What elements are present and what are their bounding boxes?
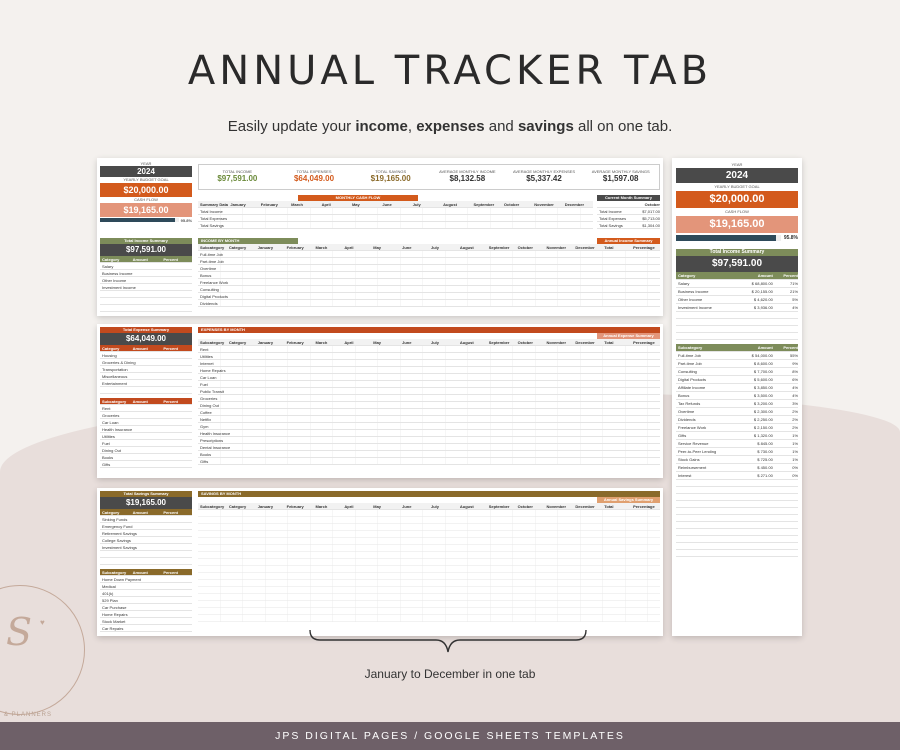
brace-caption: January to December in one tab [364, 667, 536, 681]
page-title: ANNUAL TRACKER TAB [187, 48, 713, 94]
right-cash-flow-progress [676, 235, 781, 241]
savings-sheet [97, 488, 663, 636]
subcategories-row: Tax Refunds $ 3,200.00 3% [678, 401, 799, 406]
card-avg-income: AVERAGE MONTHLY INCOME $8,132.58 [439, 169, 496, 183]
card-avg-expenses: AVERAGE MONTHLY EXPENSES $5,337.42 [513, 169, 576, 183]
brand-logo-ring-text: & PLANNERS [4, 712, 53, 718]
right-summary-sheet: YEAR 2024 YEARLY BUDGET GOAL $20,000.00 CASH FLOW $19,165.00 95.8% Total Income Summary $97,591.00 Category Amount Percent Salary $ 68,800.00 71% Business Income $ 20,155.00 21% Other Income $ 4,620.00 5% Investment Income $ 3,936.00 4% Subcategory Amount Percent Full-time Job $ 54,000.00 55% Part-time Job $ 8,600.00 9% Consulting $ 7,700.00 8% Digital Products $ 5,600.00 6% Affiliate Income $ 3,850.00 4% Bonus $ 3,500.00 4% Tax Refunds $ 3,200.00 3% Overtime $ 2,300.00 2% Dividends $ 2,250.00 2% Freelance Work $ 2,150.00 2% Gifts $ 1,320.00 1% Service Revenue $ 845.00 1% Peer-to-Peer Lending $ 730.00 1% Stock Gains $ 725.00 1% Reimbursement $ 450.00 0% Interest $ 271.00 0% [672, 158, 802, 636]
income-by-month: INCOME BY MONTH Annual Income Summary Subcategory Category January February March April May June July August September October November December Total Percentage Full-time Job Part-time Job Overtime Bonus Freelance Work Consulting Digital Products Dividends [198, 238, 660, 314]
current-month-summary: Current Month Summary October Total Income $7,017.00 Total Expenses $5,713.00 Total Savings $1,304.00 [599, 195, 660, 228]
right-cash-flow-value: $19,165.00 [676, 216, 798, 233]
subcategories-row: Stock Gains $ 725.00 1% [678, 457, 799, 462]
cash-flow-value: $19,165.00 [100, 203, 192, 217]
subcategories-row: Reimbursement $ 450.00 0% [678, 465, 799, 470]
categories-row: Other Income $ 4,620.00 5% [678, 297, 799, 302]
subcategories-row: Peer-to-Peer Lending $ 730.00 1% [678, 449, 799, 454]
year-label: YEAR [140, 161, 152, 166]
card-total-savings: TOTAL SAVINGS $19,165.00 [370, 169, 411, 183]
categories-row: Investment Income $ 3,936.00 4% [678, 305, 799, 310]
right-subcategory-list [676, 352, 798, 480]
subcategories-row: Part-time Job $ 8,600.00 9% [678, 361, 799, 366]
right-year-value[interactable]: 2024 [676, 168, 798, 183]
income-summary: Total Income Summary $97,591.00 Category Amount Percent Salary Business Income Other Income Investment Income [100, 238, 192, 312]
cash-flow-progress [100, 218, 179, 222]
month-range-brace [308, 628, 588, 656]
right-category-list [676, 280, 798, 312]
subcategories-row: Freelance Work $ 2,150.00 2% [678, 425, 799, 430]
brand-logo-letter: S [6, 610, 33, 654]
footer-text: JPS DIGITAL PAGES / GOOGLE SHEETS TEMPLATES [275, 730, 625, 742]
subcategories-row: Affiliate Income $ 3,850.00 4% [678, 385, 799, 390]
subcategories-row: Overtime $ 2,300.00 2% [678, 409, 799, 414]
categories-row: Salary $ 68,800.00 71% [678, 281, 799, 286]
subcategories-row: Full-time Job $ 54,000.00 55% [678, 353, 799, 358]
subcategories-row: Dividends $ 2,250.00 2% [678, 417, 799, 422]
subcategories-row: Interest $ 271.00 0% [678, 473, 799, 478]
subcategories-row: Bonus $ 3,500.00 4% [678, 393, 799, 398]
budget-label: YEARLY BUDGET GOAL [123, 177, 169, 182]
categories-row: Business Income $ 20,155.00 21% [678, 289, 799, 294]
budget-value[interactable]: $20,000.00 [100, 183, 192, 197]
card-avg-savings: AVERAGE MONTHLY SAVINGS $1,597.08 [591, 169, 650, 183]
subcategories-row: Gifts $ 1,320.00 1% [678, 433, 799, 438]
card-total-expenses: TOTAL EXPENSES $64,049.00 [293, 169, 335, 183]
year-value[interactable]: 2024 [100, 166, 192, 177]
expense-sheet [97, 324, 663, 478]
income-sheet [97, 158, 663, 316]
savings-summary: Total Savings Summary $19,165.00 Category Amount Percent Sinking Funds Emergency Fund Retirement Savings College Savings Investment Savings Subcategory Amount Percent Home Down Payment Medical 401(k) 529 Plan Car Purchase Home Repairs Stock Market Car Repairs [100, 491, 192, 632]
expenses-by-month: EXPENSES BY MONTH Annual Expense Summary Subcategory Category January February March April May June July August September October November December Total Percentage Rent Utilities Internet Home Repairs Car Loan Fuel Public Transit Groceries Dining Out Coffee Netflix Gym Health Insurance Prescriptions Dental Insurance Books Gifts [198, 327, 660, 475]
footer-bar [0, 722, 900, 750]
top-cards [198, 164, 660, 190]
summary-panel [100, 161, 192, 223]
heart-icon: ♥ [40, 618, 45, 627]
savings-by-month: SAVINGS BY MONTH Annual Savings Summary Subcategory Category January February March April May June July August September October November December Total Percentage [198, 491, 660, 633]
right-budget-value[interactable]: $20,000.00 [676, 191, 798, 208]
cash-flow-table: MONTHLY CASH FLOW Summary Data January February March April May June July August September October November December Total Income Total Expenses Total Savings [198, 195, 593, 235]
right-cash-flow-percent: 95.8% [783, 235, 798, 241]
cash-flow-percent: 95.8% [180, 217, 192, 223]
expense-summary: Total Expense Summary $64,049.00 Category Amount Percent Housing Groceries & Dining Transportation Miscellaneous Entertainment Subcategory Amount Percent Rent Groceries Car Loan Health Insurance Utilities Fuel Dining Out Books Gifts [100, 327, 192, 468]
subcategories-row: Consulting $ 7,700.00 8% [678, 369, 799, 374]
subcategories-row: Service Revenue $ 845.00 1% [678, 441, 799, 446]
page-subtitle: Easily update your income, expenses and savings all on one tab. [227, 118, 673, 135]
subcategories-row: Digital Products $ 5,600.00 6% [678, 377, 799, 382]
cash-flow-label: CASH FLOW [134, 197, 158, 202]
card-total-income: TOTAL INCOME $97,591.00 [217, 169, 258, 183]
